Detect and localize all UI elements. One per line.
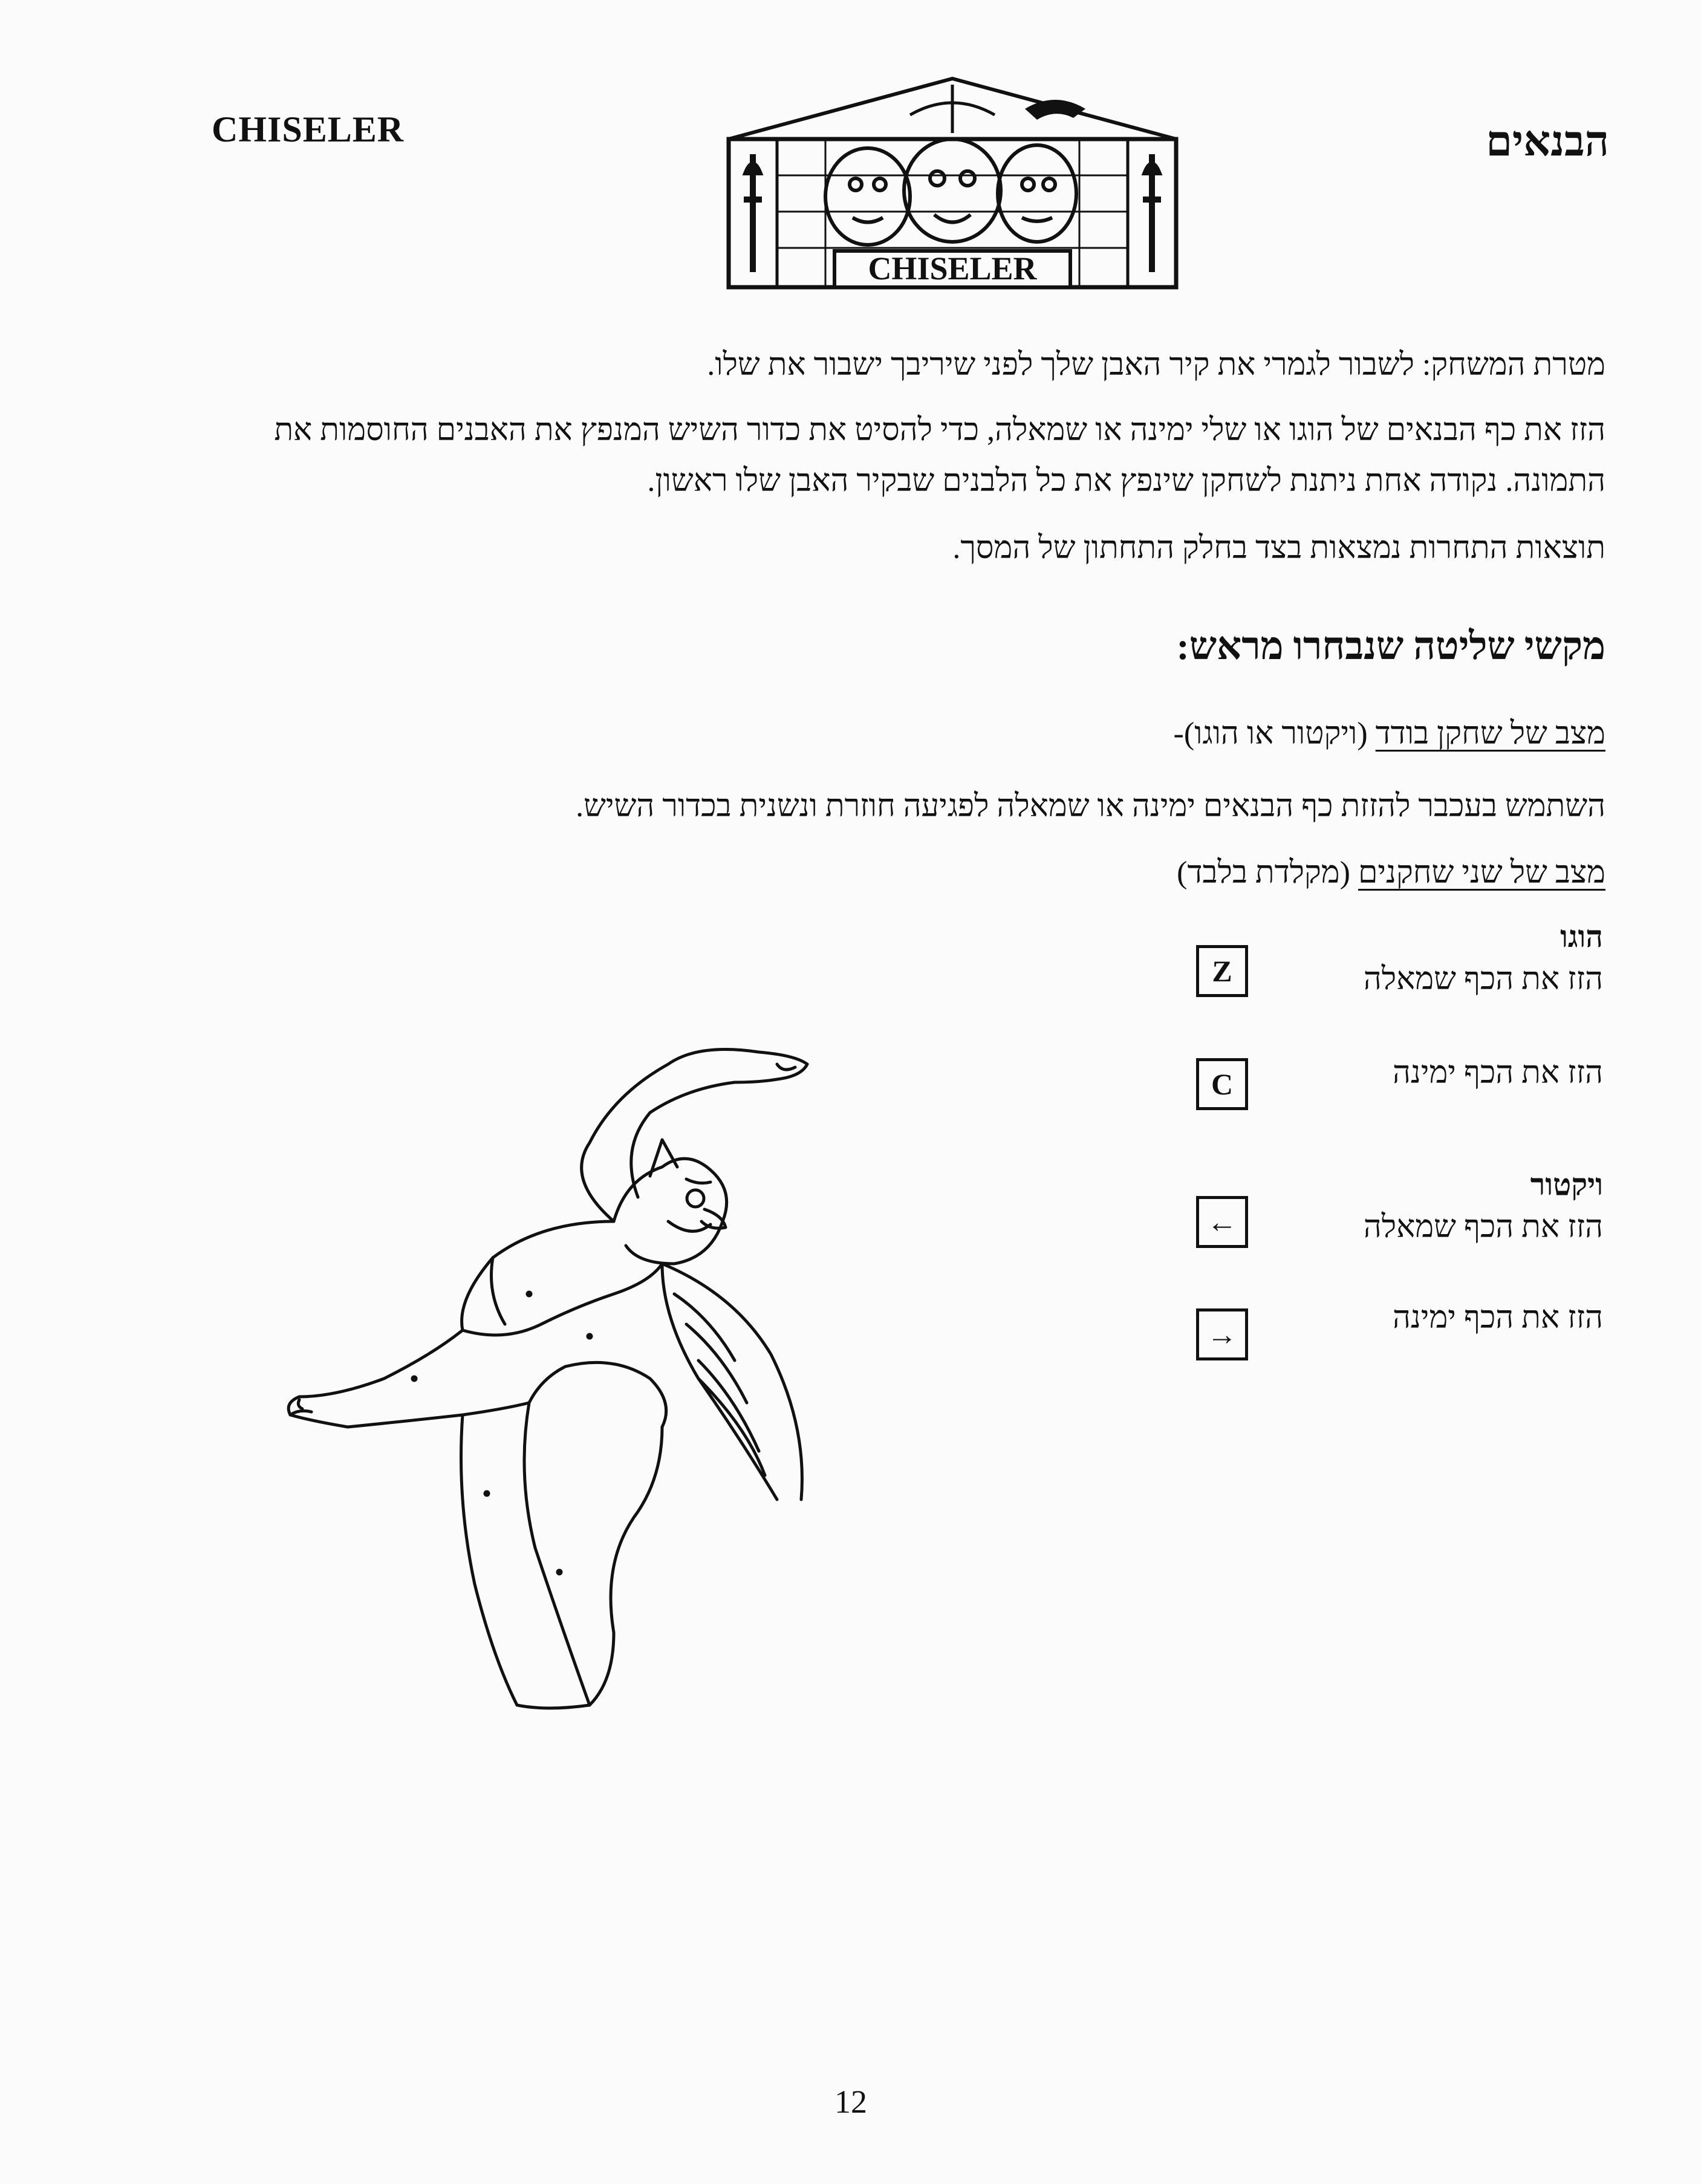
single-player-description: השתמש בעכבר להזזת כף הבנאים ימינה או שמאלה לפגיעה חוזרת ונשנית בכדור השיש. xyxy=(576,789,1605,824)
chiseler-logo xyxy=(717,67,1188,296)
title-english: CHISELER xyxy=(212,109,405,149)
player-victor-name: ויקטור xyxy=(1530,1168,1603,1201)
single-player-note: (ויקטור או הוגו)- xyxy=(1173,717,1368,751)
page-number: 12 xyxy=(834,2084,867,2120)
arrow-right-key-icon: → xyxy=(1196,1308,1248,1360)
arrow-left-key-icon: ← xyxy=(1196,1196,1248,1248)
hugo-move-right: הזז את הכף ימינה xyxy=(1392,1056,1603,1090)
controls-heading: מקשי שליטה שנבחרו מראש: xyxy=(1176,625,1605,668)
hugo-move-left: הזז את הכף שמאלה xyxy=(1363,962,1603,996)
key-z-icon: Z xyxy=(1196,945,1248,997)
victor-move-right: הזז את הכף ימינה xyxy=(1392,1301,1603,1335)
single-player-label: מצב של שחקן בודד xyxy=(1375,717,1605,751)
two-player-mode xyxy=(197,848,1605,899)
key-c-icon: C xyxy=(1196,1058,1248,1110)
two-player-label: מצב של שני שחקנים xyxy=(1358,856,1605,890)
title-hebrew: הבנאים xyxy=(1486,119,1609,165)
victor-move-left: הזז את הכף שמאלה xyxy=(1363,1210,1603,1244)
player-hugo-name: הוגו xyxy=(1560,920,1603,954)
goal-paragraph: מטרת המשחק: לשבור לגמרי את קיר האבן שלך לפני שיריבך ישבור את שלו. xyxy=(707,348,1605,382)
logo-text: CHISELER xyxy=(868,250,1037,287)
gargoyle-illustration xyxy=(275,1040,1025,1723)
instructions-paragraph: הזז את כף הבנאים של הוגו או שלי ימינה או שמאלה, כדי להסיט את כדור השיש המנפץ את האבנים החוסמות את התמונה. נקודה אחת ניתנת לשחקן שינפץ את כל הלבנים שבקיר האבן שלו ראשון. xyxy=(274,413,1605,498)
two-player-note: (מקלדת בלבד) xyxy=(1177,856,1350,890)
single-player-mode xyxy=(197,709,1605,759)
results-paragraph: תוצאות התחרות נמצאות בצד בחלק התחתון של המסך. xyxy=(952,531,1605,565)
